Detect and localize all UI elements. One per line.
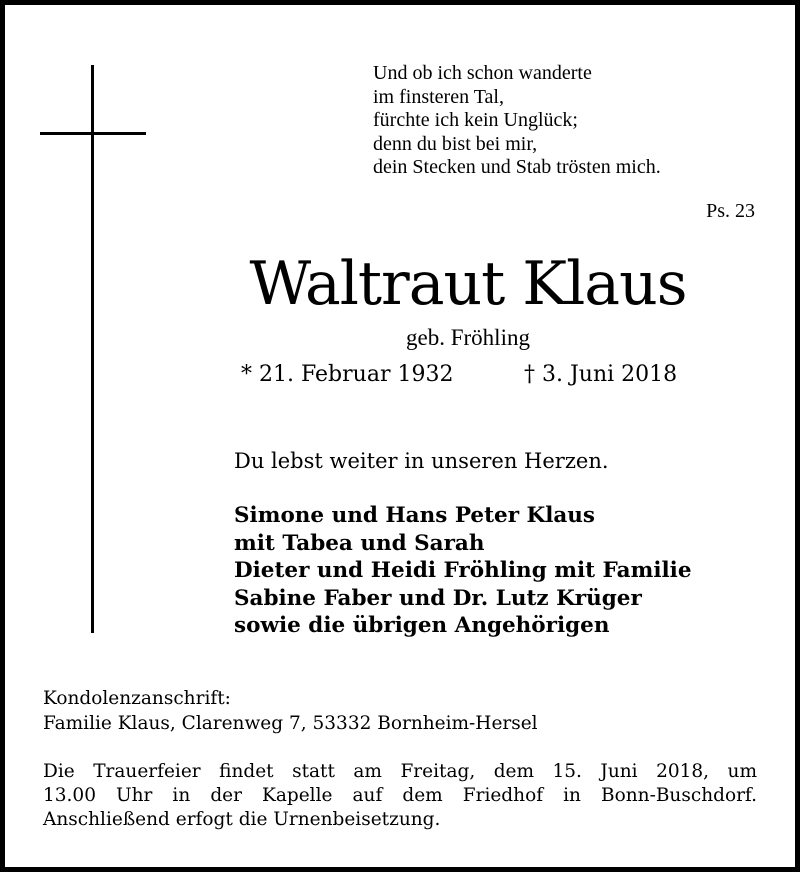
mourner-line: sowie die übrigen Angehörigen (234, 613, 610, 638)
mourner-line: Dieter und Heidi Fröhling mit Familie (234, 558, 692, 583)
birth-name: geb. Fröhling (406, 325, 530, 350)
cross-icon (91, 65, 94, 633)
verse-line: Und ob ich schon wanderte (373, 62, 592, 84)
condolence-address-line: Familie Klaus, Clarenweg 7, 53332 Bornheim-Hersel (43, 713, 538, 734)
mourner-line: Simone und Hans Peter Klaus (234, 503, 596, 528)
service-line: 13.00 Uhr in der Kapelle auf dem Friedhof in Bonn-Buschdorf. (43, 785, 757, 806)
motto: Du lebst weiter in unseren Herzen. (234, 449, 609, 473)
psalm-verse (373, 62, 661, 180)
cross-icon-bar (40, 132, 146, 135)
verse-reference: Ps. 23 (706, 200, 755, 222)
verse-line: denn du bist bei mir, (373, 132, 538, 155)
verse-line: im finsteren Tal, (373, 85, 504, 108)
verse-line: dein Stecken und Stab trösten mich. (373, 156, 661, 178)
mourners-list (234, 502, 692, 640)
verse-line: fürchte ich kein Unglück; (373, 109, 578, 131)
condolence-label: Kondolenzanschrift: (43, 688, 231, 709)
funeral-service-info (43, 760, 757, 832)
mourner-line: Sabine Faber und Dr. Lutz Krüger (234, 585, 642, 611)
condolence-address (43, 686, 538, 736)
service-line: Anschließend erfogt die Urnenbeisetzung. (43, 809, 441, 830)
mourner-line: mit Tabea und Sarah (234, 530, 485, 556)
birth-date: * 21. Februar 1932 (241, 362, 454, 387)
deceased-name: Waltraut Klaus (249, 249, 687, 319)
service-line: Die Trauerfeier findet statt am Freitag, dem 15. Juni 2018, um (43, 761, 757, 782)
death-date: † 3. Juni 2018 (524, 362, 678, 387)
